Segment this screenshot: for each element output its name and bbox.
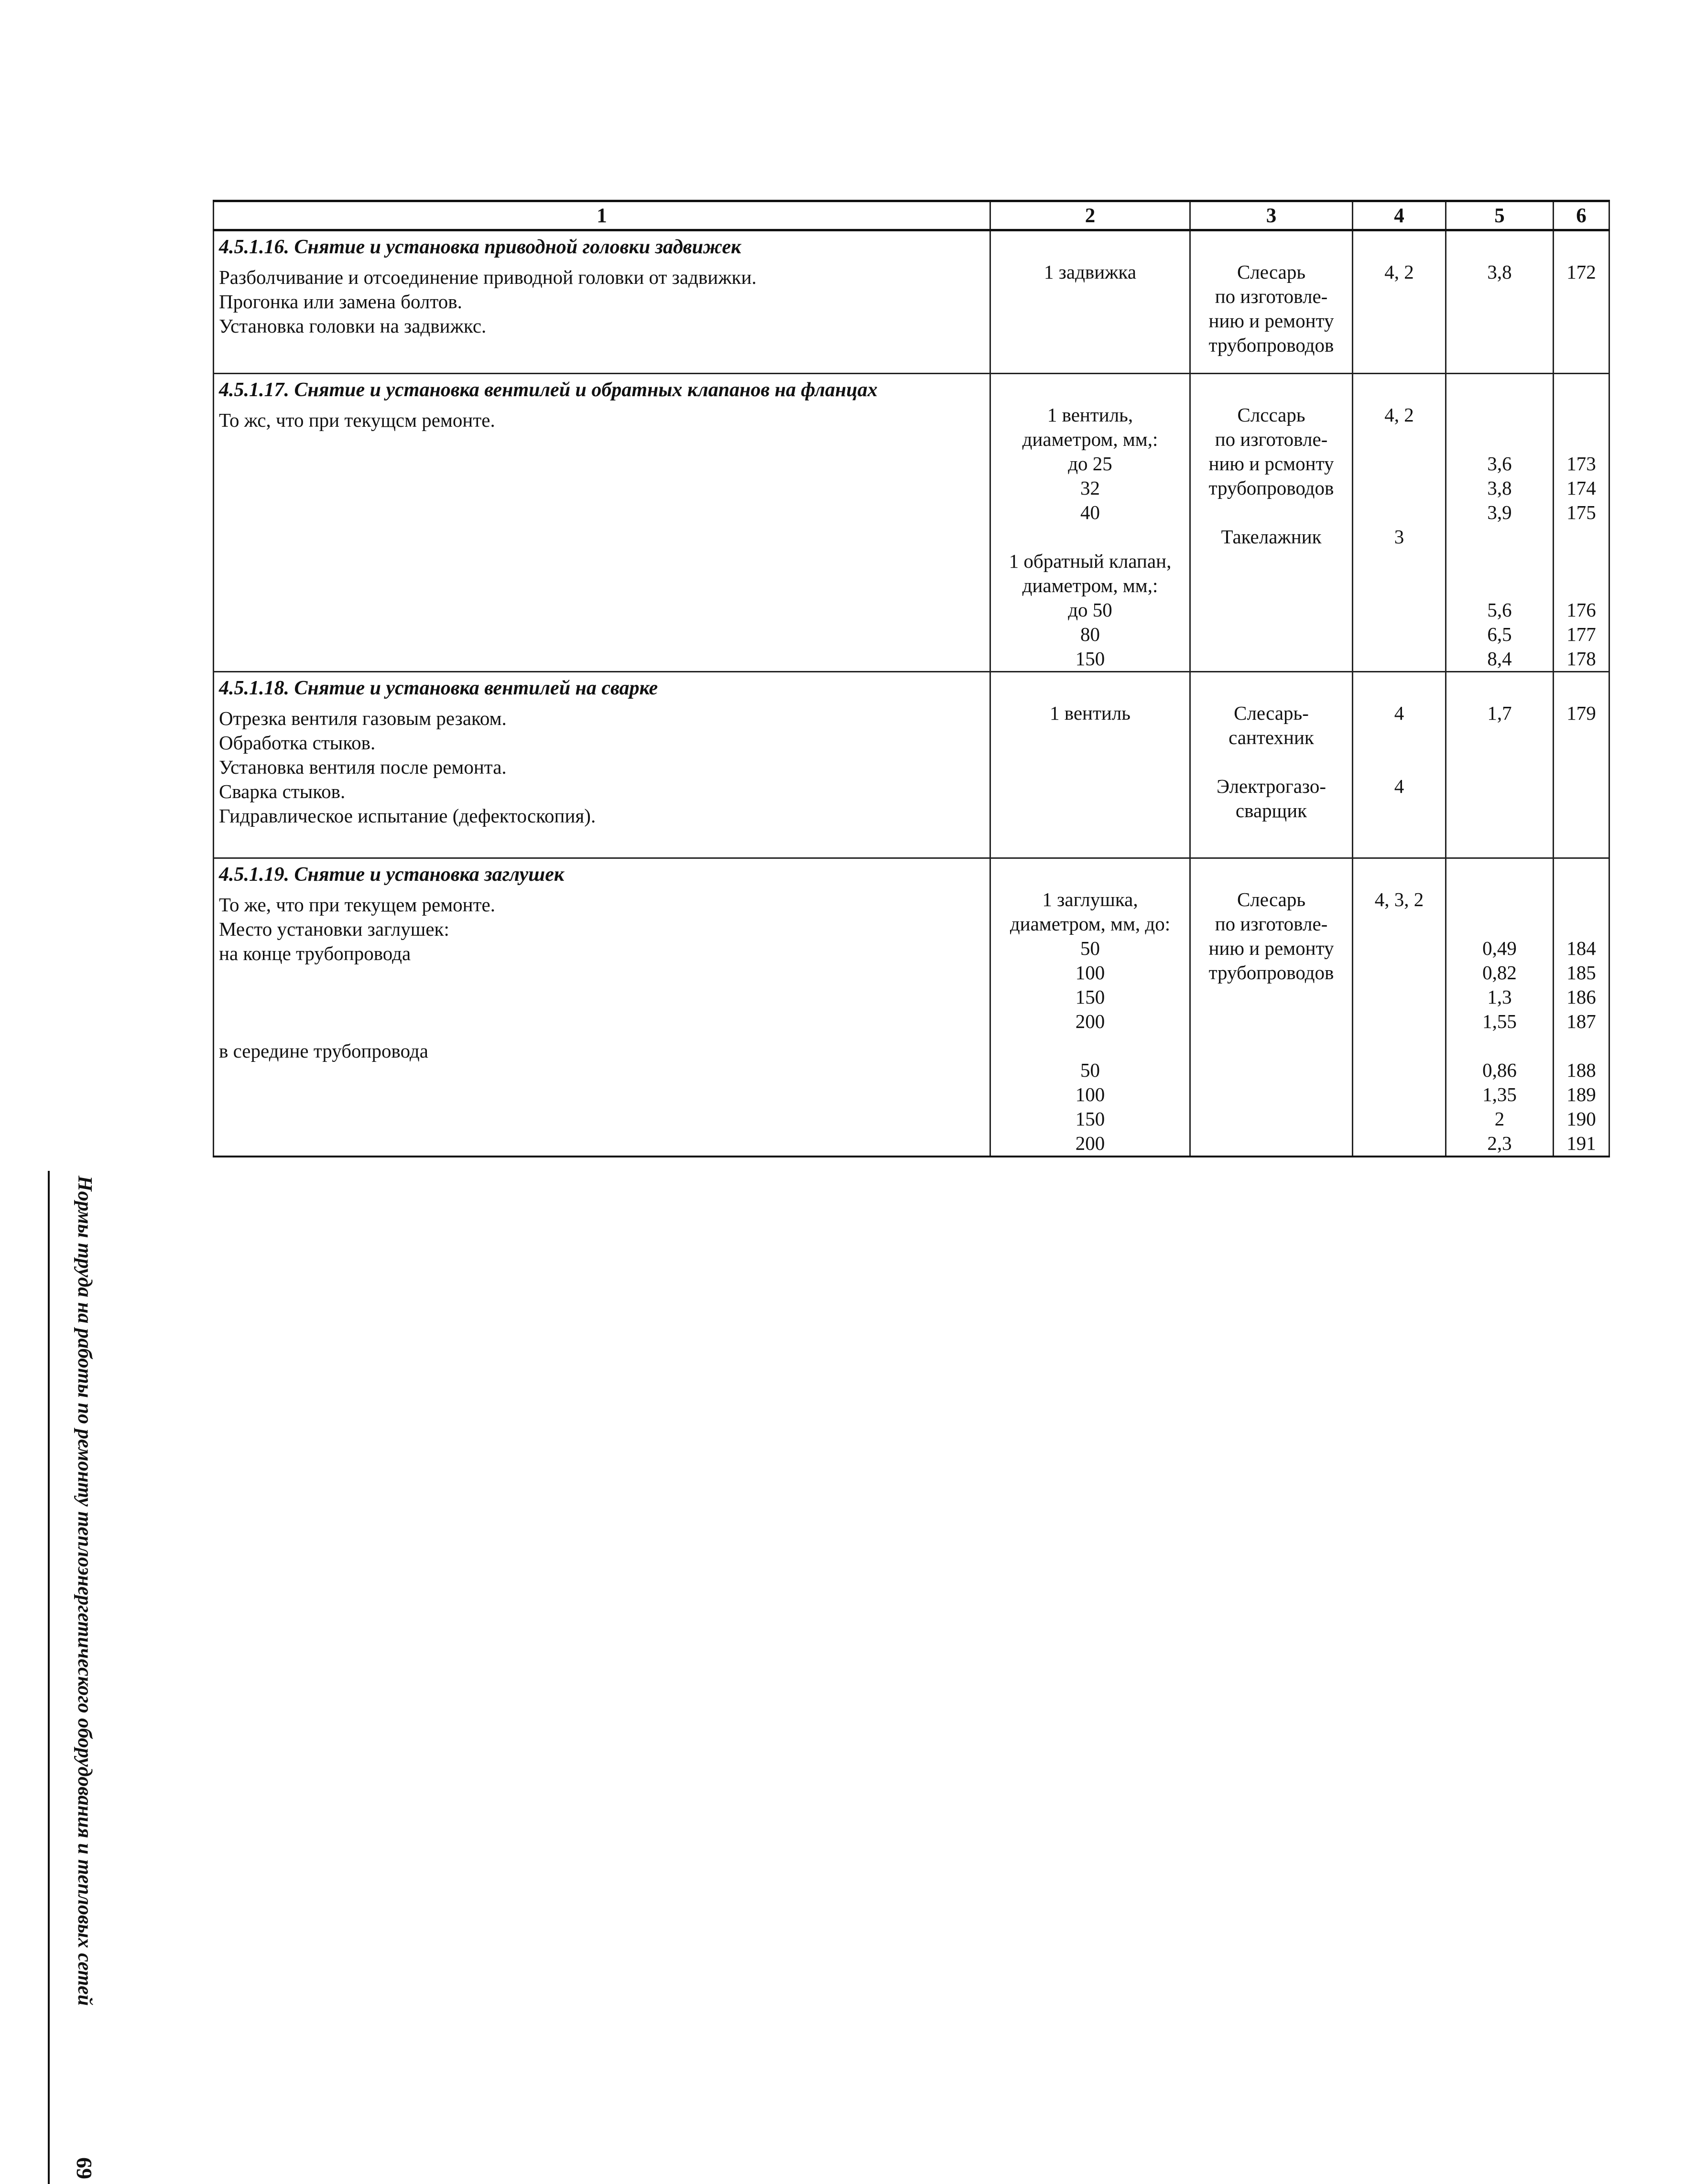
worker-cell bbox=[1190, 672, 1353, 858]
worker-line: сантехник bbox=[1228, 726, 1314, 748]
norm-number-cell bbox=[1554, 374, 1609, 672]
unit-line: 50 bbox=[1080, 937, 1100, 959]
norm-value: 2,3 bbox=[1487, 1132, 1512, 1154]
worker-line: по изготовле- bbox=[1215, 428, 1328, 450]
running-header bbox=[48, 1171, 120, 2184]
section-title: 4.5.1.19. Снятие и установка заглушек bbox=[219, 864, 565, 886]
norm-number: 191 bbox=[1566, 1132, 1596, 1154]
worker-line bbox=[1191, 750, 1352, 774]
norm-value: 1,7 bbox=[1487, 702, 1512, 724]
unit-line: 150 bbox=[1075, 1108, 1105, 1130]
norm-value: 3,8 bbox=[1487, 477, 1512, 499]
table-body bbox=[214, 230, 1609, 1157]
grade-line: 3 bbox=[1394, 526, 1404, 548]
norm-value: 3,8 bbox=[1487, 261, 1512, 283]
unit-line: 100 bbox=[1075, 1083, 1105, 1105]
description-line: То жс, что при текущсм ремонте. bbox=[219, 409, 495, 431]
norm-value: 3,6 bbox=[1487, 453, 1512, 475]
norm-number bbox=[1554, 1034, 1609, 1058]
worker-cell bbox=[1190, 230, 1353, 374]
unit-line bbox=[991, 1034, 1189, 1058]
grade-line bbox=[1353, 750, 1445, 774]
norm-value: 3,9 bbox=[1487, 501, 1512, 523]
section-title: 4.5.1.18. Снятие и установка вентилей на сварке bbox=[219, 677, 658, 699]
grade-line bbox=[1353, 452, 1445, 476]
unit-line: 200 bbox=[1075, 1010, 1105, 1032]
norm-number bbox=[1554, 887, 1609, 912]
work-description-cell bbox=[214, 230, 990, 374]
unit-line bbox=[991, 525, 1189, 549]
worker-line: по изготовле- bbox=[1215, 913, 1328, 935]
grade-line bbox=[1353, 427, 1445, 452]
norm-number bbox=[1554, 525, 1609, 549]
norm-value bbox=[1446, 549, 1553, 573]
description-line bbox=[219, 990, 985, 1015]
norm-number: 184 bbox=[1566, 937, 1596, 959]
worker-line: Электрогазо- bbox=[1216, 775, 1326, 797]
running-title: Нормы труда на работы по ремонту теплоэнергетического оборудования и тепловых сетей bbox=[74, 1176, 96, 2006]
unit-line: 32 bbox=[1080, 477, 1100, 499]
norm-number-cell bbox=[1554, 858, 1609, 1157]
worker-line: Такелажник bbox=[1221, 526, 1322, 548]
unit-line: 80 bbox=[1080, 623, 1100, 645]
unit-line: 1 заглушка, bbox=[1042, 888, 1138, 910]
norm-number: 172 bbox=[1566, 261, 1596, 283]
description-line: То же, что при текущем ремонте. bbox=[219, 894, 495, 916]
work-description-cell bbox=[214, 858, 990, 1157]
norm-value bbox=[1446, 427, 1553, 452]
worker-line: Слссарь bbox=[1237, 404, 1305, 426]
description-line: Разболчивание и отсоединение приводной головки от задвижки. bbox=[219, 266, 757, 288]
norm-number: 175 bbox=[1566, 501, 1596, 523]
worker-line: нию и ремонту bbox=[1208, 310, 1334, 332]
grade-line bbox=[1353, 500, 1445, 525]
unit-line: до 50 bbox=[1068, 599, 1112, 621]
norm-cell bbox=[1446, 672, 1554, 858]
worker-line: Слесарь bbox=[1237, 261, 1306, 283]
norm-value: 1,35 bbox=[1482, 1083, 1517, 1105]
norm-value bbox=[1446, 887, 1553, 912]
description-line: Отрезка вентиля газовым резаком. bbox=[219, 707, 507, 729]
worker-line: трубопроводов bbox=[1208, 477, 1334, 499]
description-line bbox=[219, 1015, 985, 1039]
description-line: Сварка стыков. bbox=[219, 780, 346, 802]
table-row bbox=[214, 672, 1609, 858]
norm-number: 190 bbox=[1566, 1108, 1596, 1130]
description-line: Установка вентиля после ремонта. bbox=[219, 756, 507, 778]
norm-value bbox=[1446, 573, 1553, 598]
grade-cell bbox=[1353, 230, 1446, 374]
norm-number: 189 bbox=[1566, 1083, 1596, 1105]
norm-cell bbox=[1446, 230, 1554, 374]
section-title: 4.5.1.17. Снятие и установка вентилей и обратных клапанов на фланцах bbox=[219, 379, 878, 401]
norm-number: 188 bbox=[1566, 1059, 1596, 1081]
norm-number: 176 bbox=[1566, 599, 1596, 621]
norm-number: 179 bbox=[1566, 702, 1596, 724]
worker-line: нию и рсмонту bbox=[1208, 453, 1334, 475]
grade-line bbox=[1353, 476, 1445, 500]
norm-number-cell bbox=[1554, 230, 1609, 374]
column-header-6: 6 bbox=[1554, 201, 1609, 230]
worker-cell bbox=[1190, 858, 1353, 1157]
norm-number: 185 bbox=[1566, 962, 1596, 984]
norms-table bbox=[213, 200, 1610, 1157]
worker-cell bbox=[1190, 374, 1353, 672]
norm-value: 0,82 bbox=[1482, 962, 1517, 984]
norm-number bbox=[1554, 427, 1609, 452]
unit-line: 50 bbox=[1080, 1059, 1100, 1081]
description-line: Прогонка или замена болтов. bbox=[219, 291, 462, 313]
grade-line bbox=[1353, 725, 1445, 750]
unit-line: 200 bbox=[1075, 1132, 1105, 1154]
norm-value bbox=[1446, 1034, 1553, 1058]
norm-value: 0,49 bbox=[1482, 937, 1517, 959]
norm-value: 6,5 bbox=[1487, 623, 1512, 645]
unit-line: 1 обратный клапан, bbox=[1009, 550, 1172, 572]
norm-number: 177 bbox=[1566, 623, 1596, 645]
norm-cell bbox=[1446, 858, 1554, 1157]
norm-number bbox=[1554, 912, 1609, 936]
unit-line: 100 bbox=[1075, 962, 1105, 984]
grade-line: 4 bbox=[1394, 775, 1404, 797]
unit-cell bbox=[990, 230, 1190, 374]
norm-value bbox=[1446, 912, 1553, 936]
norm-value: 5,6 bbox=[1487, 599, 1512, 621]
column-header-2: 2 bbox=[990, 201, 1190, 230]
worker-line: Слесарь bbox=[1237, 888, 1306, 910]
norm-number: 174 bbox=[1566, 477, 1596, 499]
worker-line: трубопроводов bbox=[1208, 334, 1334, 356]
unit-cell bbox=[990, 858, 1190, 1157]
description-line: в середине трубопровода bbox=[219, 1040, 428, 1062]
table-row bbox=[214, 374, 1609, 672]
norm-number bbox=[1554, 403, 1609, 427]
norm-value: 1,55 bbox=[1482, 1010, 1517, 1032]
column-header-1: 1 bbox=[214, 201, 990, 230]
page-number: 69 bbox=[72, 2157, 97, 2179]
grade-line: 4, 3, 2 bbox=[1374, 888, 1424, 910]
norm-number: 186 bbox=[1566, 986, 1596, 1008]
description-line: Гидравлическое испытание (дефектоскопия). bbox=[219, 805, 596, 827]
description-line: Установка головки на задвижкс. bbox=[219, 315, 487, 337]
grade-cell bbox=[1353, 374, 1446, 672]
norm-number-cell bbox=[1554, 672, 1609, 858]
grade-cell bbox=[1353, 672, 1446, 858]
unit-line: до 25 bbox=[1068, 453, 1112, 475]
work-description-cell bbox=[214, 374, 990, 672]
column-header-5: 5 bbox=[1446, 201, 1554, 230]
norm-value: 8,4 bbox=[1487, 648, 1512, 670]
norm-number: 187 bbox=[1566, 1010, 1596, 1032]
norm-value bbox=[1446, 525, 1553, 549]
column-header-3: 3 bbox=[1190, 201, 1353, 230]
unit-line: 40 bbox=[1080, 501, 1100, 523]
description-line: на конце трубопровода bbox=[219, 942, 411, 964]
worker-line: нию и ремонту bbox=[1208, 937, 1334, 959]
unit-line: 1 вентиль bbox=[1049, 702, 1131, 724]
unit-line: 1 вентиль, bbox=[1047, 404, 1133, 426]
unit-line: диаметром, мм,: bbox=[1022, 574, 1158, 596]
grade-line: 4, 2 bbox=[1384, 261, 1414, 283]
norm-value bbox=[1446, 403, 1553, 427]
norm-cell bbox=[1446, 374, 1554, 672]
unit-cell bbox=[990, 374, 1190, 672]
grade-cell bbox=[1353, 858, 1446, 1157]
norm-number bbox=[1554, 573, 1609, 598]
section-title: 4.5.1.16. Снятие и установка приводной головки задвижек bbox=[219, 236, 741, 258]
description-line: Обработка стыков. bbox=[219, 732, 376, 754]
worker-line bbox=[1191, 500, 1352, 525]
description-line: Место установки заглушек: bbox=[219, 918, 449, 940]
unit-line: 150 bbox=[1075, 648, 1105, 670]
norm-number: 173 bbox=[1566, 453, 1596, 475]
table-row bbox=[214, 230, 1609, 374]
norm-value: 2 bbox=[1494, 1108, 1505, 1130]
worker-line: Слесарь- bbox=[1234, 702, 1309, 724]
unit-line: диаметром, мм, до: bbox=[1010, 913, 1171, 935]
work-description-cell bbox=[214, 672, 990, 858]
unit-line: диаметром, мм,: bbox=[1022, 428, 1158, 450]
norm-number bbox=[1554, 549, 1609, 573]
norm-number: 178 bbox=[1566, 648, 1596, 670]
unit-line: 1 задвижка bbox=[1044, 261, 1137, 283]
table-row bbox=[214, 858, 1609, 1157]
grade-line: 4, 2 bbox=[1384, 404, 1414, 426]
description-line bbox=[219, 966, 985, 990]
worker-line: по изготовле- bbox=[1215, 285, 1328, 307]
header-row bbox=[214, 201, 1609, 230]
norm-value: 0,86 bbox=[1482, 1059, 1517, 1081]
worker-line: сварщик bbox=[1235, 800, 1307, 822]
worker-line: трубопроводов bbox=[1208, 962, 1334, 984]
column-header-4: 4 bbox=[1353, 201, 1446, 230]
unit-line: 150 bbox=[1075, 986, 1105, 1008]
unit-cell bbox=[990, 672, 1190, 858]
grade-line: 4 bbox=[1394, 702, 1404, 724]
norm-value: 1,3 bbox=[1487, 986, 1512, 1008]
